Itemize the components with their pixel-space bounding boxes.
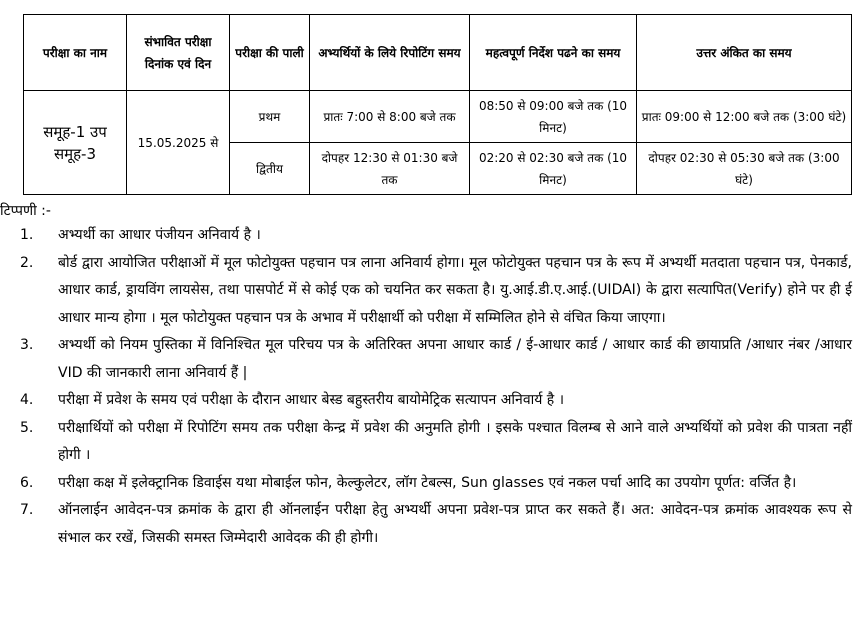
header-date-prefix: संभावित: [144, 34, 181, 49]
note-text: परीक्षार्थियों को परीक्षा में रिपोटिंग समय तक परीक्षा केन्द्र में प्रवेश की अनुमति होगी । इसके पश्चात विलम्ब से आने वाले अभ्यर्थियों को प्रवेश की पात्रता नहीं होगी ।: [58, 419, 852, 463]
header-reporting: अभ्यर्थियों के लिये रिपोटिंग समय: [310, 15, 470, 91]
table-header-row: [24, 15, 852, 91]
date-cell: 15.05.2025 से: [127, 91, 230, 195]
note-text: ऑनलाईन आवेदन-पत्र क्रमांक के द्वारा ही ऑनलाईन परीक्षा हेतु अभ्यर्थी अपना प्रवेश-पत्र प्राप्त कर सकते हैं। अत: आवेदन-पत्र क्रमांक आवश्यक रूप से संभाल कर रखें, जिसकी समस्त जिम्मेदारी आवेदक की ही होगी।: [58, 502, 852, 546]
header-exam-name: परीक्षा का नाम: [24, 15, 127, 91]
header-shift: परीक्षा की पाली: [230, 15, 310, 91]
instructions-cell: 08:50 से 09:00 बजे तक (10 मिनट): [470, 91, 637, 143]
header-date-bold: परीक्षा: [184, 34, 212, 49]
note-number: 6.: [20, 474, 34, 491]
note-number: 2.: [20, 254, 34, 271]
header-answer: उत्तर अंकित का समय: [637, 15, 852, 91]
shift-cell: द्वितीय: [230, 143, 310, 195]
note-number: 5.: [20, 419, 34, 436]
answer-cell: दोपहर 02:30 से 05:30 बजे तक (3:00 घंटे): [637, 143, 852, 195]
list-item: [20, 470, 852, 498]
note-text: परीक्षा में प्रवेश के समय एवं परीक्षा के दौरान आधार बेस्ड बहुस्तरीय बायोमेट्रिक सत्यापन अनिवार्य है ।: [58, 392, 564, 408]
list-item: [20, 332, 852, 387]
note-text: अभ्यर्थी का आधार पंजीयन अनिवार्य है ।: [58, 227, 261, 243]
list-item: [20, 222, 852, 250]
notes-title: टिप्पणी :-: [0, 203, 51, 219]
list-item: [20, 250, 852, 333]
list-item: [20, 497, 852, 552]
header-date-rest: दिनांक एवं दिन: [144, 56, 212, 71]
note-text: अभ्यर्थी को नियम पुस्तिका में विनिश्चित मूल परिचय पत्र के अतिरिक्त अपना आधार कार्ड / ई-आधार कार्ड / आधार कार्ड की छायाप्रति /आधार नंबर /आधार VID की जानकारी लाना अनिवार्य हैं |: [58, 337, 852, 381]
list-item: [20, 415, 852, 470]
instructions-cell: 02:20 से 02:30 बजे तक (10 मिनट): [470, 143, 637, 195]
note-number: 1.: [20, 227, 34, 243]
note-text: बोर्ड द्वारा आयोजित परीक्षाओं में मूल फोटोयुक्त पहचान पत्र लाना अनिवार्य होगा। मूल फोटोयुक्त पहचान पत्र के रूप में अभ्यर्थी मतदाता पहचान पत्र, पेनकार्ड, आधार कार्ड, ड्रायविंग लायसेस, तथा पासपोर्ट में से कोई एक को चयनित कर सकता है। यु.आई.डी.ए.आई.(UIDAI) के द्वारा सत्यापित(Verify) होने पर ही ई आधार मान्य होगा । मूल फोटोयुक्त पहचान पत्र के अभाव में परीक्षार्थी को परीक्षा में सम्मिलित होने से वंचित किया जाएगा।: [58, 254, 852, 326]
note-text: परीक्षा कक्ष में इलेक्ट्रानिक डिवाईस यथा मोबाईल फोन, केल्कुलेटर, लॉग टेबल्स, Sun glasses एवं नकल पर्चा आदि का उपयोग पूर्णत: वर्जित है।: [58, 474, 797, 491]
reporting-cell: दोपहर 12:30 से 01:30 बजे तक: [310, 143, 470, 195]
header-instructions: महत्वपूर्ण निर्देश पढने का समय: [470, 15, 637, 91]
header-date: [127, 15, 230, 91]
note-number: 3.: [20, 337, 34, 353]
list-item: [20, 387, 852, 415]
notes-list: [20, 222, 852, 552]
reporting-cell: प्रातः 7:00 से 8:00 बजे तक: [310, 91, 470, 143]
shift-cell: प्रथम: [230, 91, 310, 143]
group-cell: समूह-1 उप समूह-3: [24, 91, 127, 195]
exam-schedule-table: [23, 14, 852, 195]
answer-cell: प्रातः 09:00 से 12:00 बजे तक (3:00 घंटे): [637, 91, 852, 143]
table-row: [24, 91, 852, 143]
note-number: 7.: [20, 502, 34, 518]
note-number: 4.: [20, 392, 34, 408]
